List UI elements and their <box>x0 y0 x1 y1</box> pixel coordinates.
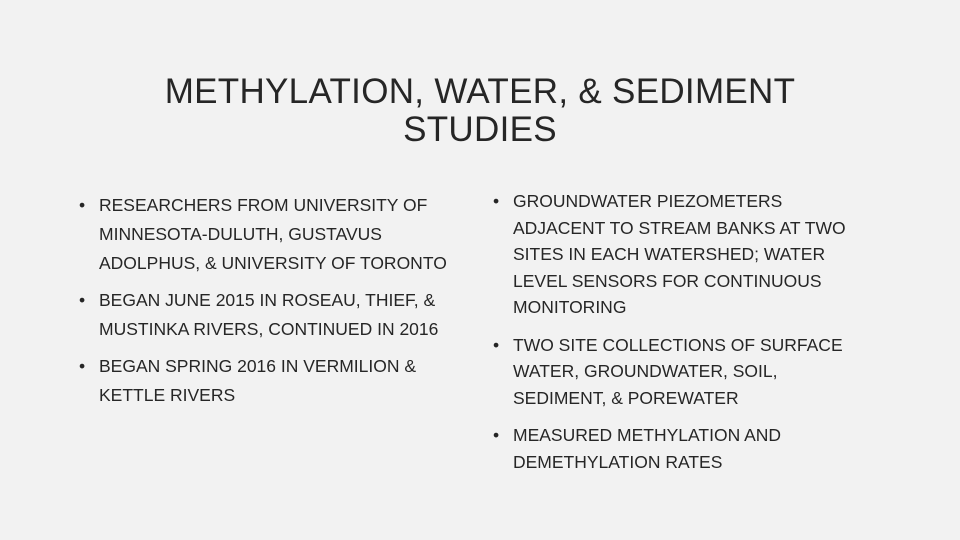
bullet-icon: • <box>493 334 500 355</box>
left-bullet-1-text: RESEARCHERS FROM UNIVERSITY OF MINNESOTA-DULUTH, GUSTAVUS ADOLPHUS, & UNIVERSITY OF TORONTO <box>99 195 447 273</box>
right-bullet-3 <box>492 422 872 475</box>
left-bullet-1 <box>78 191 478 278</box>
title-line-1: METHYLATION, WATER, & SEDIMENT <box>164 72 796 111</box>
title-line-2: STUDIES <box>403 110 557 149</box>
left-bullet-3-text: BEGAN SPRING 2016 IN VERMILION & KETTLE RIVERS <box>99 356 417 405</box>
left-bullet-2-text: BEGAN JUNE 2015 IN ROSEAU, THIEF, & MUSTINKA RIVERS, CONTINUED IN 2016 <box>99 290 439 339</box>
right-bullet-2-text: TWO SITE COLLECTIONS OF SURFACE WATER, GROUNDWATER, SOIL, SEDIMENT, & POREWATER <box>513 334 843 408</box>
bullet-icon: • <box>79 195 86 215</box>
slide-title <box>120 73 840 149</box>
bullet-icon: • <box>79 290 86 310</box>
right-bullet-3-text: MEASURED METHYLATION AND DEMETHYLATION RATES <box>513 425 782 472</box>
left-bullet-list <box>78 191 478 418</box>
right-bullet-2 <box>492 332 872 412</box>
bullet-icon: • <box>79 356 86 376</box>
bullet-icon: • <box>493 425 500 445</box>
left-bullet-3 <box>78 352 478 410</box>
left-bullet-2 <box>78 286 478 344</box>
right-bullet-1-text: GROUNDWATER PIEZOMETERS ADJACENT TO STREAM BANKS AT TWO SITES IN EACH WATERSHED; WATER LEVEL SENSORS FOR CONTINUOUS MONITORING <box>513 191 846 317</box>
right-bullet-list <box>492 188 872 486</box>
right-bullet-1 <box>492 188 872 321</box>
bullet-icon: • <box>493 191 500 211</box>
